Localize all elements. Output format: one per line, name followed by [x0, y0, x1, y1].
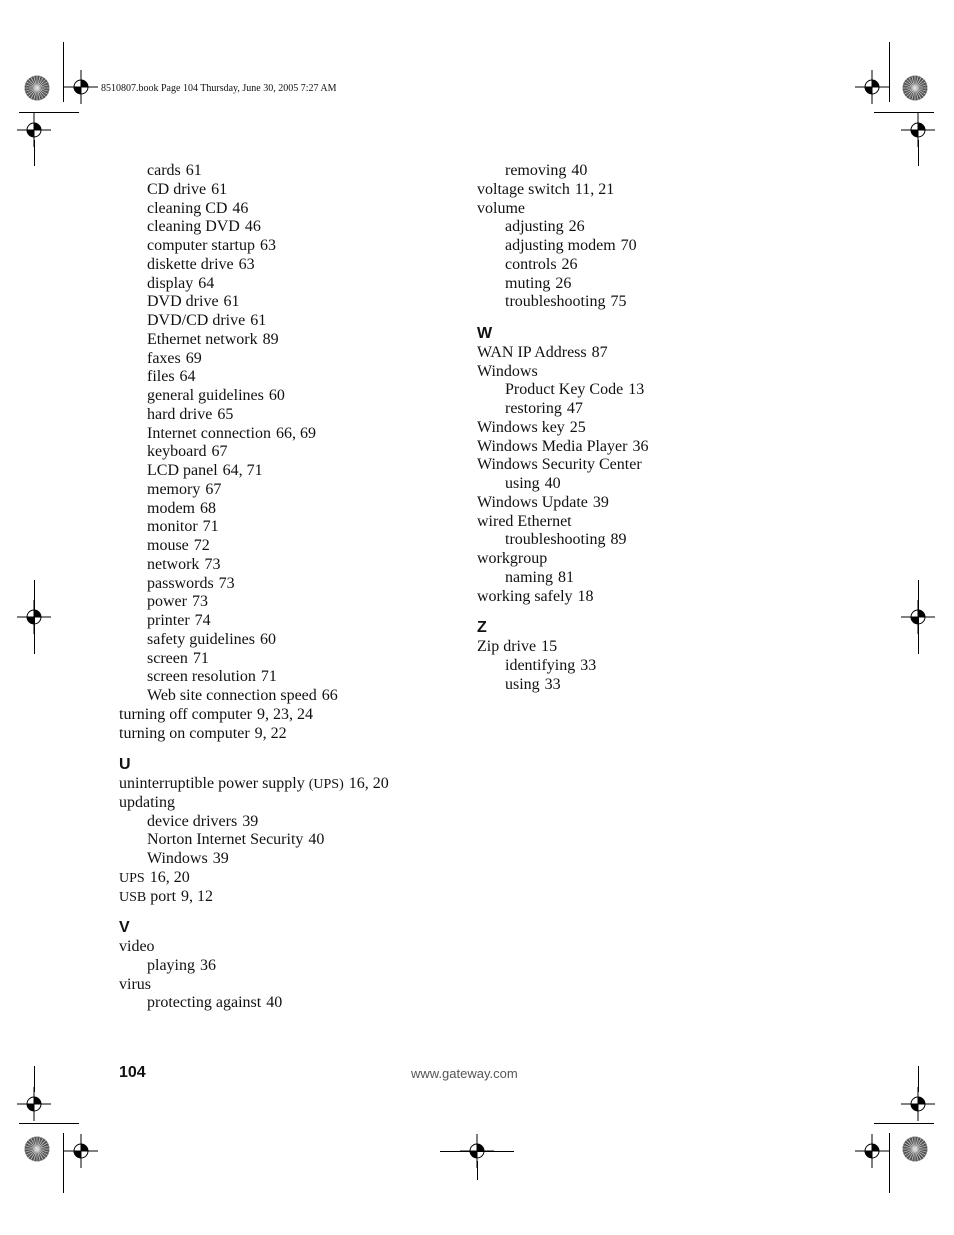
index-page-refs: 18	[577, 587, 594, 605]
index-letter-heading: U	[119, 756, 131, 774]
index-entry	[477, 456, 837, 475]
crop-line	[34, 140, 35, 166]
index-term: Zip drive	[477, 638, 537, 655]
index-subentry	[119, 481, 464, 500]
index-entry	[477, 494, 837, 513]
index-page-refs: 36	[200, 956, 216, 974]
registration-crosshair-icon	[64, 70, 98, 104]
index-page-refs: 61	[211, 180, 228, 198]
index-subentry	[119, 368, 464, 387]
registration-crosshair-icon	[17, 1087, 51, 1121]
crop-line	[19, 112, 79, 113]
index-term: printer	[147, 612, 190, 629]
index-page-refs: 15	[541, 638, 558, 655]
crop-line	[440, 1151, 514, 1152]
index-page-refs: 71	[192, 649, 209, 667]
index-term: computer startup	[147, 237, 255, 254]
index-subentry	[477, 275, 837, 294]
index-page-refs: 66	[321, 687, 338, 704]
index-page-refs: 64	[198, 274, 215, 292]
index-term: Norton Internet Security	[147, 831, 304, 849]
index-page-refs: 47	[566, 400, 583, 417]
index-term: restoring	[505, 400, 562, 417]
index-term: video	[119, 938, 155, 955]
index-subentry	[477, 569, 837, 588]
index-term: turning on computer	[119, 724, 250, 742]
registration-crosshair-icon	[901, 1087, 935, 1121]
index-page-refs: 40	[266, 994, 283, 1012]
index-term: adjusting modem	[505, 237, 616, 254]
index-term: uninterruptible power supply	[119, 775, 305, 792]
index-term: protecting against	[147, 994, 262, 1012]
crop-line	[889, 42, 890, 102]
index-subentry	[119, 537, 464, 556]
index-subentry	[477, 657, 837, 676]
index-letter-heading: V	[119, 919, 130, 937]
index-letter-heading: Z	[477, 619, 487, 637]
index-page-refs: 39	[212, 850, 229, 867]
page-number: 104	[119, 1064, 146, 1081]
index-page-refs: 9, 12	[181, 887, 214, 905]
crop-line	[477, 1161, 478, 1180]
index-entry	[119, 775, 464, 794]
index-subentry	[119, 181, 464, 200]
index-page-refs: 63	[238, 255, 255, 273]
index-column-right	[477, 162, 837, 694]
index-subentry	[119, 218, 464, 237]
index-entry	[119, 888, 464, 907]
index-abbreviation: (UPS)	[308, 777, 344, 792]
index-subentry	[477, 400, 837, 419]
index-entry	[477, 363, 837, 382]
index-entry	[119, 869, 464, 888]
index-subentry	[119, 406, 464, 425]
crop-line	[63, 1133, 64, 1193]
index-page-refs: 9, 23, 24	[257, 705, 314, 723]
index-entry	[477, 588, 837, 607]
index-term: DVD drive	[147, 293, 219, 311]
index-page-refs: 69	[185, 349, 202, 367]
index-page-refs: 64	[179, 368, 196, 386]
index-page-refs: 40	[544, 475, 561, 492]
index-page-refs: 87	[591, 343, 608, 361]
index-page-refs: 72	[193, 537, 210, 554]
index-term: passwords	[147, 574, 214, 592]
index-page-refs: 73	[218, 574, 235, 592]
index-entry	[119, 706, 464, 725]
index-term: Internet connection	[147, 424, 271, 442]
index-column-left	[119, 162, 464, 1013]
index-subentry	[119, 687, 464, 706]
index-page-refs: 66, 69	[275, 424, 316, 442]
index-entry	[477, 344, 837, 363]
index-entry	[119, 976, 464, 995]
index-term: hard drive	[147, 405, 213, 423]
index-subentry	[119, 813, 464, 832]
crop-line	[918, 140, 919, 166]
index-term: safety guidelines	[147, 630, 255, 648]
index-subentry	[119, 443, 464, 462]
index-term: cleaning DVD	[147, 218, 240, 236]
crop-line	[918, 580, 919, 654]
index-page-refs: 26	[555, 274, 572, 292]
index-subentry	[119, 593, 464, 612]
index-term: playing	[147, 956, 195, 974]
index-term: Windows key	[477, 418, 565, 436]
index-subentry	[477, 293, 837, 312]
index-subentry	[119, 162, 464, 181]
index-term: diskette drive	[147, 255, 234, 273]
index-entry	[477, 550, 837, 569]
index-term: using	[505, 675, 540, 693]
index-subentry	[119, 387, 464, 406]
index-subentry	[119, 425, 464, 444]
index-page-refs: 11, 21	[574, 180, 615, 198]
index-page-refs: 73	[191, 593, 208, 611]
index-page-refs: 36	[632, 437, 649, 455]
crop-line	[918, 1066, 919, 1092]
crop-line	[34, 1066, 35, 1092]
index-subentry	[119, 556, 464, 575]
index-term: network	[147, 555, 200, 573]
index-term: faxes	[147, 349, 181, 367]
index-subentry	[477, 531, 837, 550]
index-term: updating	[119, 793, 175, 811]
index-letter-heading: W	[477, 325, 493, 342]
index-subentry	[119, 831, 464, 850]
index-page-refs: 13	[628, 381, 645, 399]
index-term: Windows	[477, 362, 538, 380]
index-page-refs: 60	[259, 630, 276, 648]
index-page-refs: 26	[561, 255, 578, 273]
index-subentry	[119, 331, 464, 350]
index-page-refs: 40	[308, 831, 325, 849]
index-page-refs: 67	[205, 480, 222, 498]
index-subentry	[119, 994, 464, 1013]
index-page-refs: 89	[610, 531, 627, 549]
index-subentry	[119, 631, 464, 650]
index-page-refs: 70	[620, 237, 637, 254]
index-subentry	[119, 237, 464, 256]
index-subentry	[477, 256, 837, 275]
index-page-refs: 68	[200, 499, 216, 517]
index-subentry	[119, 350, 464, 369]
index-subentry	[119, 500, 464, 519]
index-page-refs: 81	[558, 568, 574, 586]
index-term: cards	[147, 162, 181, 179]
index-page-refs: 26	[568, 218, 585, 236]
index-entry	[119, 938, 464, 957]
index-page-refs: 39	[592, 493, 609, 511]
index-subentry	[119, 612, 464, 631]
index-subentry	[119, 668, 464, 687]
index-page-refs: 46	[244, 218, 261, 236]
index-term: Web site connection speed	[147, 687, 317, 704]
index-page-refs: 64, 71	[222, 462, 263, 479]
index-term: muting	[505, 274, 551, 292]
index-abbreviation: UPS	[119, 870, 145, 886]
index-term: adjusting	[505, 218, 564, 236]
index-subentry	[119, 518, 464, 537]
index-term: controls	[505, 255, 557, 273]
index-page-refs: 9, 22	[254, 724, 287, 742]
index-subentry	[119, 293, 464, 312]
index-term: troubleshooting	[505, 531, 606, 549]
index-term: LCD panel	[147, 462, 218, 479]
index-subentry	[477, 381, 837, 400]
crop-line	[874, 112, 934, 113]
index-term: display	[147, 274, 194, 292]
index-subentry	[119, 312, 464, 331]
index-entry	[477, 513, 837, 532]
index-page-refs: 16, 20	[348, 775, 389, 792]
index-subentry	[119, 275, 464, 294]
index-entry	[477, 200, 837, 219]
crop-line	[874, 1123, 934, 1124]
index-term: Windows Update	[477, 493, 588, 511]
footer-url: www.gateway.com	[411, 1066, 518, 1081]
index-subentry	[477, 475, 837, 494]
index-page-refs: 75	[610, 293, 627, 311]
index-subentry	[119, 850, 464, 869]
index-term: virus	[119, 975, 151, 993]
print-header-stamp: 8510807.book Page 104 Thursday, June 30, 2005 7:27 AM	[101, 83, 337, 94]
index-term: memory	[147, 480, 201, 498]
index-page-refs: 60	[268, 387, 285, 404]
index-term: device drivers	[147, 812, 238, 830]
index-term: DVD/CD drive	[147, 312, 246, 329]
index-term-rest: port	[146, 887, 177, 905]
index-abbreviation: USB	[119, 889, 147, 905]
index-term: Ethernet network	[147, 330, 258, 348]
crop-line	[889, 1133, 890, 1193]
index-page-refs: 33	[580, 656, 597, 674]
index-term: screen resolution	[147, 668, 256, 686]
index-page-refs: 25	[569, 418, 586, 436]
index-term: removing	[505, 162, 567, 179]
index-term: identifying	[505, 656, 576, 674]
index-entry	[477, 181, 837, 200]
index-page-refs: 61	[223, 293, 240, 311]
index-subentry	[119, 957, 464, 976]
print-rosette-icon	[24, 75, 50, 101]
index-term: cleaning CD	[147, 199, 228, 217]
index-page-refs: 46	[232, 199, 249, 217]
index-page-refs: 63	[259, 237, 276, 254]
index-entry	[477, 438, 837, 457]
index-term: turning off computer	[119, 705, 253, 723]
index-term: screen	[147, 649, 188, 667]
index-subentry	[119, 575, 464, 594]
index-page-refs: 39	[242, 812, 259, 830]
index-term: power	[147, 593, 187, 611]
index-page-refs: 61	[250, 312, 267, 329]
index-term: Windows Media Player	[477, 437, 628, 455]
registration-crosshair-icon	[855, 70, 889, 104]
index-subentry	[477, 162, 837, 181]
crop-line	[63, 42, 64, 102]
index-subentry	[119, 462, 464, 481]
registration-crosshair-icon	[855, 1134, 889, 1168]
index-term: mouse	[147, 537, 189, 554]
index-term: workgroup	[477, 550, 548, 567]
registration-crosshair-icon	[64, 1134, 98, 1168]
index-term: files	[147, 368, 175, 386]
index-entry	[119, 725, 464, 744]
print-rosette-icon	[902, 75, 928, 101]
crop-line	[19, 1123, 79, 1124]
index-term: modem	[147, 499, 195, 517]
index-term: troubleshooting	[505, 293, 606, 311]
index-term: naming	[505, 568, 553, 586]
index-page-refs: 33	[544, 675, 561, 693]
index-page-refs: 71	[260, 668, 277, 686]
index-term: working safely	[477, 587, 573, 605]
print-rosette-icon	[902, 1136, 928, 1162]
index-page-refs: 74	[194, 612, 211, 629]
index-term: CD drive	[147, 180, 207, 198]
index-subentry	[477, 676, 837, 695]
index-term: Windows Security Center	[477, 456, 642, 474]
index-term: wired Ethernet	[477, 512, 572, 530]
print-rosette-icon	[24, 1136, 50, 1162]
index-page-refs: 65	[217, 405, 234, 423]
index-page-refs: 16, 20	[149, 868, 190, 886]
index-subentry	[119, 650, 464, 669]
index-term: Windows	[147, 850, 208, 867]
index-subentry	[477, 218, 837, 237]
index-page-refs: 40	[571, 162, 588, 179]
index-entry	[119, 794, 464, 813]
index-subentry	[119, 200, 464, 219]
index-entry	[477, 638, 837, 657]
crop-line	[34, 580, 35, 654]
index-page-refs: 89	[262, 330, 279, 348]
index-term: voltage switch	[477, 180, 570, 198]
index-term: general guidelines	[147, 387, 264, 404]
index-term: WAN IP Address	[477, 343, 587, 361]
index-term: using	[505, 475, 540, 492]
index-term: keyboard	[147, 443, 207, 461]
index-page-refs: 61	[185, 162, 202, 179]
index-term: Product Key Code	[505, 381, 624, 399]
index-term: volume	[477, 199, 525, 217]
index-term: monitor	[147, 518, 198, 536]
index-entry	[477, 419, 837, 438]
index-subentry	[477, 237, 837, 256]
index-page-refs: 71	[202, 518, 219, 536]
index-page-refs: 73	[204, 555, 221, 573]
index-page-refs: 67	[211, 443, 228, 461]
index-subentry	[119, 256, 464, 275]
